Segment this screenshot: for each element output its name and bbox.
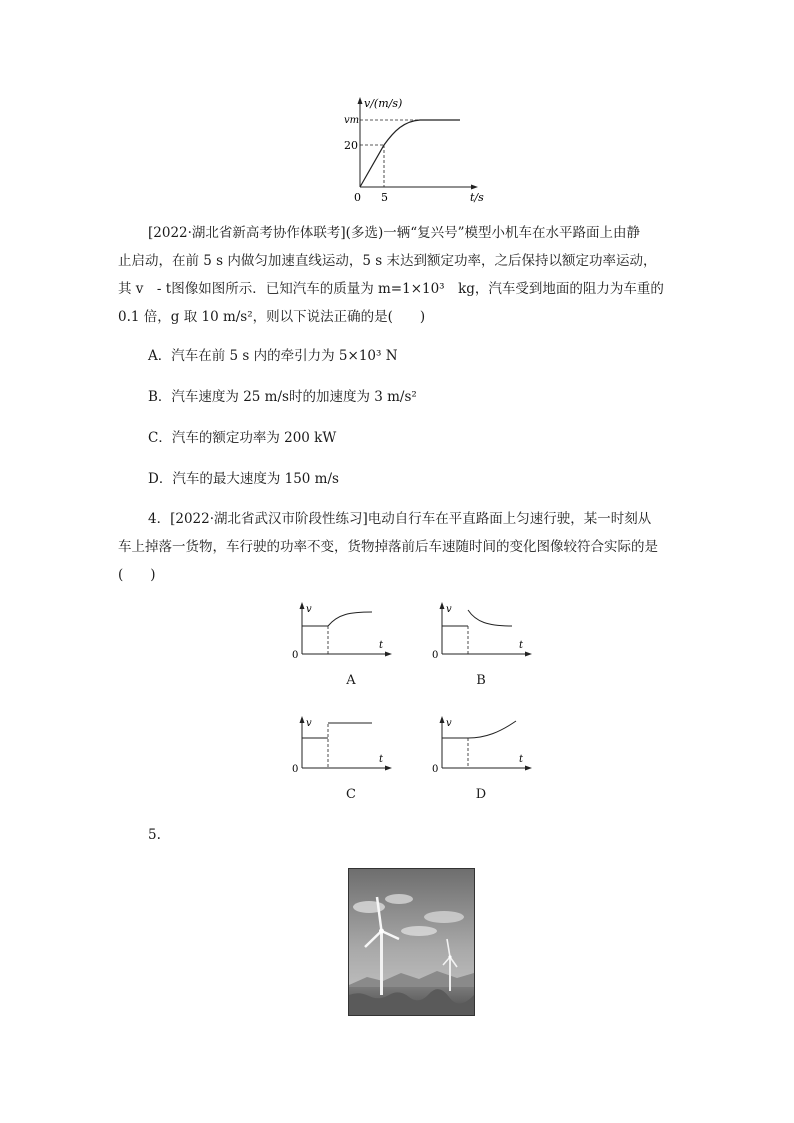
graph-a-curve [328,612,372,626]
question4-line1: 4．[2022·湖北省武汉市阶段性练习]电动自行车在平直路面上匀速行驶，某一时刻从 [148,511,652,527]
graph-b-label: B [476,673,486,688]
x-tick-5: 5 [381,191,388,204]
question4-line2: 车上掉落一货物，车行驶的功率不变，货物掉落前后车速随时间的变化图像较符合实际的是 [118,539,658,555]
graph-c-origin: 0 [292,764,299,775]
graph-d [428,714,538,784]
question3-line3: 其 v - t图像如图所示．已知汽车的质量为 m=1×10³ kg，汽车受到地面的阻力为车重的 [118,281,664,297]
vt-graph-question3 [330,95,490,205]
graph-b-curve [468,610,512,626]
graph-c-v-label: v [306,718,312,729]
graph-d-v-label: v [446,718,452,729]
question3-line2: 止启动，在前 5 s 内做匀加速直线运动，5 s 末达到额定功率，之后保持以额定功率运动， [118,253,657,269]
graph-b-v-label: v [446,604,452,615]
graph-b-origin: 0 [432,650,439,661]
y-axis-label: v/(m/s) [364,97,403,110]
graph-d-origin: 0 [432,764,439,775]
question3-line1: [2022·湖北省新高考协作体联考](多选)一辆“复兴号”模型小机车在水平路面上由静 [148,225,641,241]
wind-turbine-photo [348,868,475,1016]
graph-d-t-label: t [519,754,524,765]
x-axis-label: t/s [470,191,484,204]
question4-line3: ( ) [118,567,156,583]
question5-number: 5. [148,827,161,843]
y-axis-arrow [358,97,363,104]
vm-label: vm [344,115,360,126]
question3-line4: 0.1 倍，g 取 10 m/s²，则以下说法正确的是( ) [118,309,426,325]
graph-c-t-label: t [379,754,384,765]
origin-label: 0 [354,191,361,204]
y-tick-20: 20 [344,139,358,152]
graph-c-label: C [346,787,356,802]
graph-a-v-label: v [306,604,312,615]
graph-a-t-label: t [379,640,384,651]
wind-turbine-illustration [349,869,474,1015]
graph-a-origin: 0 [292,650,299,661]
velocity-curve [360,120,460,187]
graph-d-label: D [475,787,487,802]
graph-a-label: A [346,673,356,688]
option-b: B．汽车速度为 25 m/s时的加速度为 3 m/s² [148,389,417,405]
option-d: D．汽车的最大速度为 150 m/s [148,471,339,487]
graph-b-t-label: t [519,640,524,651]
graph-d-curve [468,721,516,738]
option-a: A．汽车在前 5 s 内的牵引力为 5×10³ N [148,348,398,364]
graph-b [428,600,538,670]
option-c: C．汽车的额定功率为 200 kW [148,430,337,446]
graph-c [288,714,398,784]
graph-a [288,600,398,670]
x-axis-arrow [471,185,478,190]
